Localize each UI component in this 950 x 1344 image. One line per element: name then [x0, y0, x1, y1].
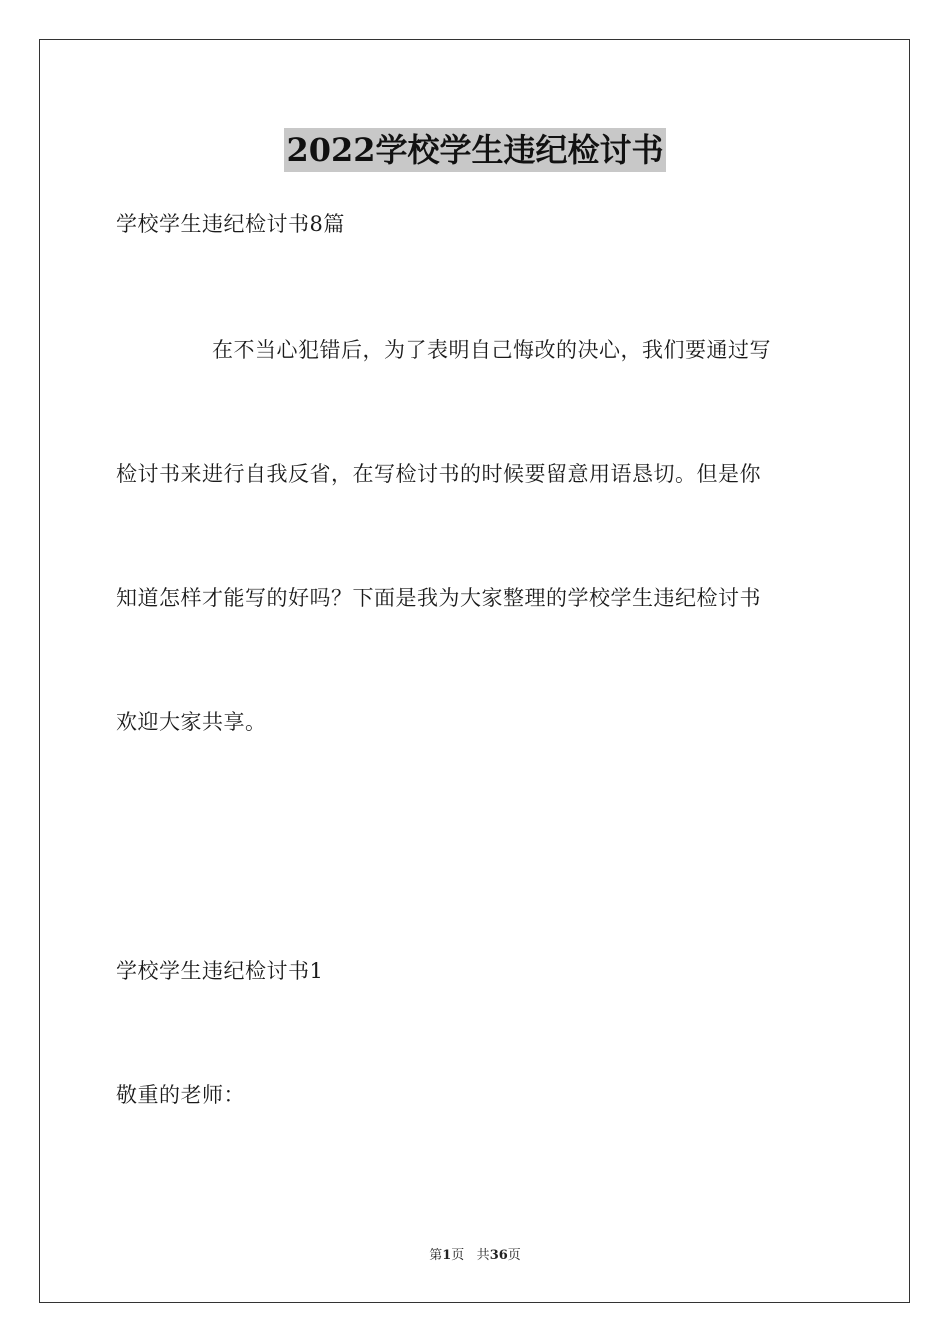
- intro-line-1: 在不当心犯错后，为了表明自己悔改的决心，我们要通过写: [212, 338, 771, 362]
- footer-page-prefix: 第: [429, 1248, 443, 1263]
- footer-total-suffix: 页: [507, 1248, 521, 1263]
- page-footer: [0, 1247, 950, 1265]
- intro-line-4: 欢迎大家共享。: [116, 710, 267, 734]
- salutation: 敬重的老师：: [116, 1083, 245, 1107]
- footer-total-prefix: 共: [476, 1248, 490, 1263]
- document-subtitle: 学校学生违纪检讨书8篇: [116, 212, 345, 236]
- document-title-text: 2022学校学生违纪检讨书: [284, 128, 665, 172]
- footer-page-suffix: 页: [451, 1248, 465, 1263]
- footer-total-pages: 36: [489, 1248, 508, 1263]
- section-heading: 学校学生违纪检讨书1: [116, 959, 324, 983]
- intro-line-2: 检讨书来进行自我反省，在写检讨书的时候要留意用语恳切。但是你: [116, 462, 761, 486]
- intro-line-3: 知道怎样才能写的好吗？下面是我为大家整理的学校学生违纪检讨书: [116, 586, 761, 610]
- footer-current-page: 1: [442, 1248, 452, 1263]
- document-title: [0, 128, 950, 172]
